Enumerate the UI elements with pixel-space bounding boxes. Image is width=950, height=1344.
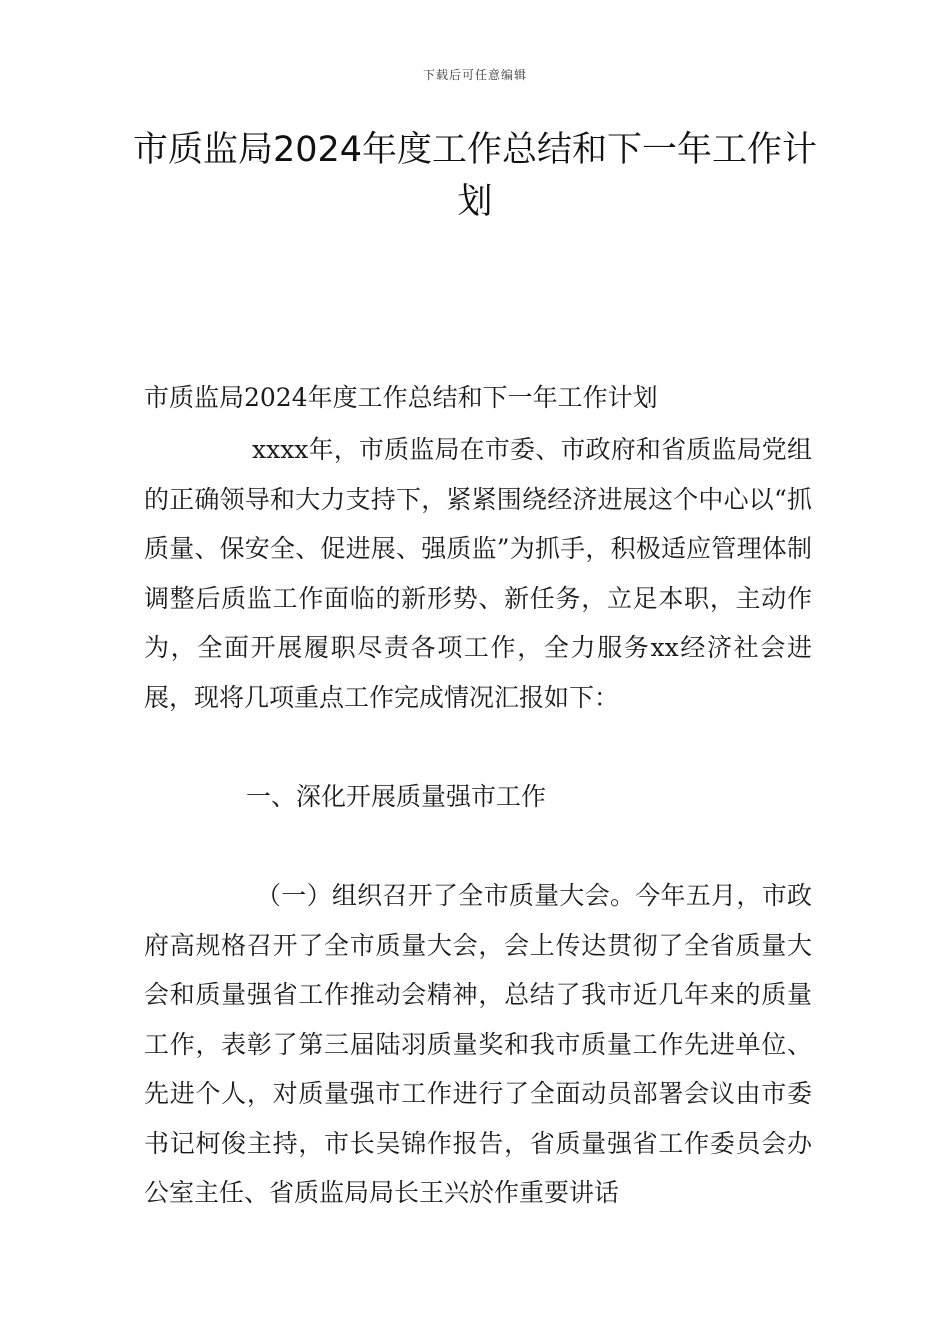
document-title: 市质监局2024年度工作总结和下一年工作计划: [132, 130, 818, 222]
header-note: 下载后可任意编辑: [422, 68, 527, 82]
intro-paragraph: xxxx年，市质监局在市委、市政府和省质监局党组的正确领导和大力支持下，紧紧围绕经济进展这个中心以“抓质量、保安全、促进展、强质监”为抓手，积极适应管理体制调整后质监工作面临的新形势、新任务，立足本职，主动作为，全面开展履职尽责各项工作，全力服务xx经济社会进展，现将几项重点工作完成情况汇报如下：: [144, 435, 812, 712]
body-paragraph: （一）组织召开了全市质量大会。今年五月，市政府高规格召开了全市质量大会，会上传达贯彻了全省质量大会和质量强省工作推动会精神，总结了我市近几年来的质量工作，表彰了第三届陆羽质量奖和我市质量工作先进单位、先进个人，对质量强市工作进行了全面动员部署会议由市委书记柯俊主持，市长吴锦作报告，省质量强省工作委员会办公室主任、省质监局局长王兴於作重要讲话: [144, 881, 812, 1207]
document-subtitle: 市质监局2024年度工作总结和下一年工作计划: [144, 383, 658, 412]
section-heading: 一、深化开展质量强市工作: [246, 782, 547, 811]
